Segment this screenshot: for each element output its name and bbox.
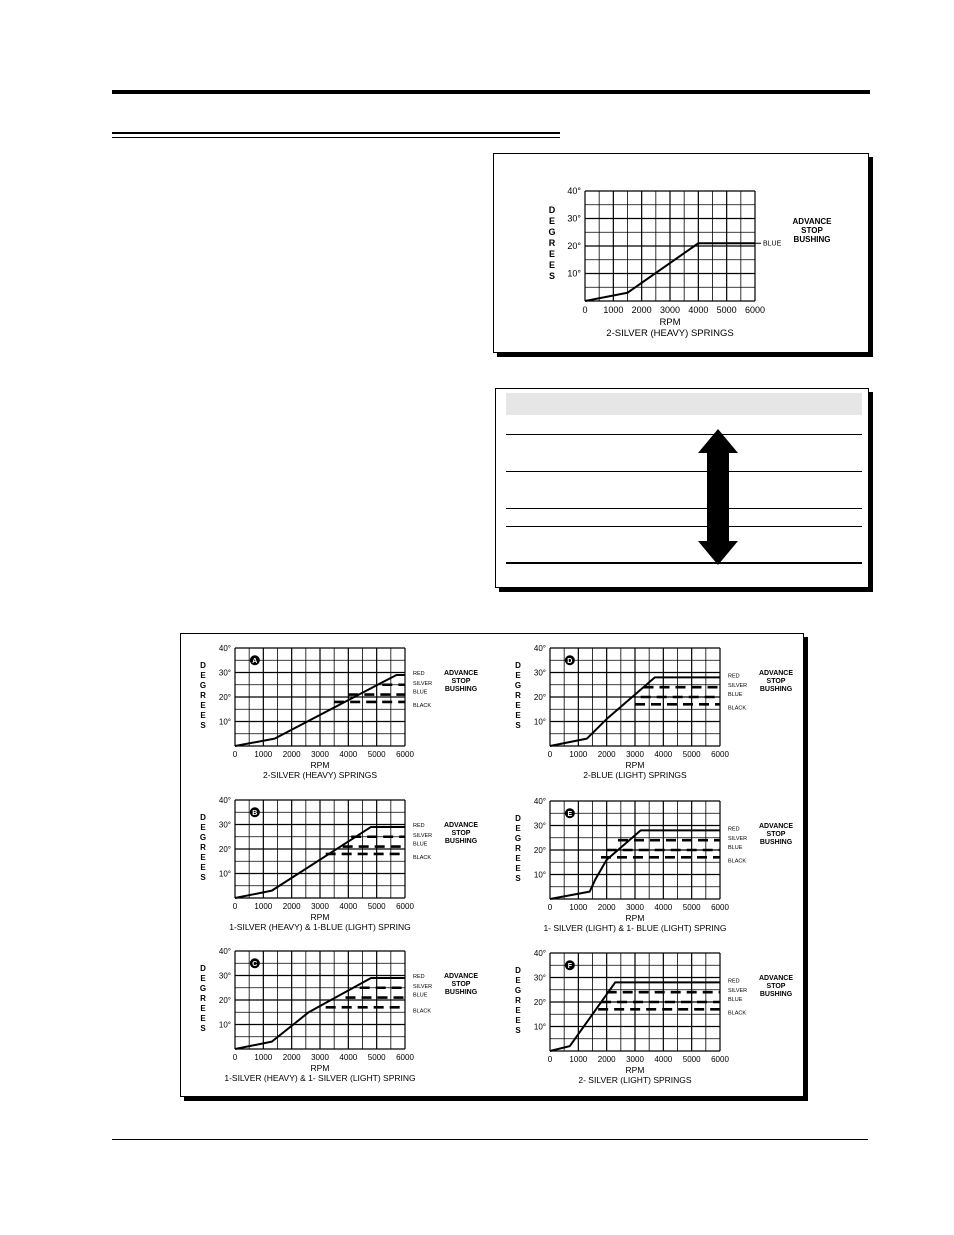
y-axis-letter: E bbox=[515, 976, 521, 985]
y-axis-letter: D bbox=[200, 964, 206, 973]
y-axis-letter: R bbox=[200, 691, 206, 700]
y-axis-letter: D bbox=[515, 966, 521, 975]
x-tick-label: 4000 bbox=[339, 750, 358, 759]
bushing-label-black: BLACK bbox=[728, 1010, 747, 1017]
y-axis-letter: E bbox=[548, 216, 556, 226]
y-axis-letter: R bbox=[200, 994, 206, 1003]
table-row-divider bbox=[506, 508, 862, 509]
x-tick-label: 0 bbox=[232, 1053, 238, 1062]
x-tick-label: 3000 bbox=[626, 750, 644, 759]
y-axis-letter: D bbox=[515, 814, 521, 823]
x-tick-label: 2000 bbox=[282, 750, 301, 759]
x-tick-label: 3000 bbox=[659, 305, 681, 315]
header-rule bbox=[112, 90, 870, 94]
bushing-label-black: BLACK bbox=[413, 854, 432, 861]
x-tick-label: 0 bbox=[547, 750, 553, 759]
x-tick-label: 2000 bbox=[597, 903, 616, 912]
x-tick-label: 5000 bbox=[682, 903, 701, 912]
y-tick-label: 10° bbox=[533, 717, 546, 727]
x-tick-label: 2000 bbox=[282, 902, 301, 911]
x-tick-label: 1000 bbox=[254, 902, 273, 911]
x-tick-label: 2000 bbox=[597, 1055, 616, 1064]
y-axis-letter: D bbox=[548, 205, 556, 215]
y-axis-letter: S bbox=[515, 874, 521, 883]
y-tick-label: 20° bbox=[533, 693, 546, 702]
legend-title-line: ADVANCE bbox=[758, 822, 794, 830]
legend-title-line: STOP bbox=[451, 980, 471, 988]
y-tick-label: 30° bbox=[533, 668, 546, 678]
bushing-label-red: RED bbox=[728, 826, 740, 833]
x-tick-label: 5000 bbox=[367, 750, 386, 759]
y-tick-label: 20° bbox=[218, 693, 231, 702]
x-tick-label: 1000 bbox=[254, 750, 273, 759]
x-tick-label: 6000 bbox=[396, 1053, 414, 1062]
main-advance-curve-chart bbox=[494, 154, 868, 352]
x-tick-label: 0 bbox=[547, 903, 553, 912]
x-tick-label: 5000 bbox=[367, 902, 386, 911]
legend-title-line: STOP bbox=[451, 677, 471, 685]
x-tick-label: 5000 bbox=[367, 1053, 386, 1062]
y-axis-letter: G bbox=[199, 681, 207, 690]
bushing-label-blue: BLUE bbox=[728, 692, 743, 698]
y-axis-letter: E bbox=[200, 711, 206, 720]
y-axis-letter: E bbox=[548, 249, 556, 259]
x-axis-label: RPM bbox=[625, 760, 645, 770]
y-axis-letter: E bbox=[515, 824, 521, 833]
y-axis-letter: R bbox=[515, 996, 521, 1005]
x-tick-label: 5000 bbox=[682, 1055, 701, 1064]
x-axis-label: RPM bbox=[625, 913, 645, 923]
panel-letter: C bbox=[252, 960, 258, 968]
x-tick-label: 0 bbox=[232, 750, 238, 759]
bushing-table-figure bbox=[495, 388, 869, 588]
panel-letter: D bbox=[567, 657, 573, 665]
series-label: BLUE bbox=[763, 240, 782, 248]
x-tick-label: 3000 bbox=[626, 903, 644, 912]
y-axis-letter: D bbox=[515, 661, 521, 670]
x-tick-label: 0 bbox=[547, 1055, 553, 1064]
advance-curves-grid bbox=[181, 634, 803, 1096]
legend-title-line: BUSHING bbox=[444, 685, 478, 693]
y-tick-label: 30° bbox=[218, 971, 231, 981]
bushing-label-blue: BLUE bbox=[413, 841, 428, 848]
x-axis-label: RPM bbox=[625, 1065, 645, 1075]
y-tick-label: 30° bbox=[218, 820, 231, 830]
table-bottom-divider bbox=[506, 562, 862, 564]
y-axis-letter: E bbox=[200, 863, 206, 872]
chart-caption: 1-SILVER (HEAVY) & 1- SILVER (LIGHT) SPRING bbox=[224, 1073, 416, 1083]
bushing-label-silver: SILVER bbox=[728, 988, 748, 995]
bushing-label-black: BLACK bbox=[413, 702, 432, 709]
x-tick-label: 6000 bbox=[396, 750, 414, 759]
y-tick-label: 10° bbox=[218, 1020, 231, 1030]
chart-caption: 2-BLUE (LIGHT) SPRINGS bbox=[583, 770, 687, 780]
table-row-divider bbox=[506, 434, 862, 435]
y-tick-label: 40° bbox=[218, 947, 231, 956]
chart-caption: 1-SILVER (HEAVY) & 1-BLUE (LIGHT) SPRING bbox=[229, 922, 411, 932]
bushing-label-black: BLACK bbox=[728, 858, 747, 865]
x-tick-label: 2000 bbox=[282, 1053, 301, 1062]
x-tick-label: 3000 bbox=[311, 902, 329, 911]
x-tick-label: 4000 bbox=[654, 903, 673, 912]
y-axis-letter: G bbox=[514, 681, 522, 690]
legend-title-line: ADVANCE bbox=[758, 669, 794, 677]
x-tick-label: 1000 bbox=[569, 750, 588, 759]
x-tick-label: 0 bbox=[232, 902, 238, 911]
y-axis-letter: E bbox=[200, 823, 206, 832]
bushing-label-blue: BLUE bbox=[413, 689, 428, 696]
y-axis-letter: R bbox=[515, 844, 521, 853]
y-tick-label: 40° bbox=[218, 796, 231, 805]
legend-title-line: BUSHING bbox=[444, 988, 478, 996]
y-tick-label: 40° bbox=[533, 797, 546, 806]
y-axis-letter: G bbox=[199, 984, 207, 993]
y-tick-label: 20° bbox=[567, 241, 581, 251]
x-tick-label: 3000 bbox=[311, 750, 329, 759]
x-tick-label: 6000 bbox=[711, 1055, 729, 1064]
bushing-label-silver: SILVER bbox=[413, 832, 433, 839]
legend-title-line: ADVANCE bbox=[792, 217, 832, 226]
y-axis-letter: S bbox=[515, 1026, 521, 1035]
y-axis-letter: S bbox=[548, 271, 556, 281]
y-tick-label: 10° bbox=[218, 869, 231, 879]
bushing-label-silver: SILVER bbox=[728, 836, 748, 843]
panel-letter: B bbox=[252, 809, 258, 817]
x-tick-label: 1000 bbox=[254, 1053, 273, 1062]
y-axis-letter: E bbox=[515, 701, 521, 710]
x-tick-label: 4000 bbox=[339, 902, 358, 911]
x-axis-label: RPM bbox=[310, 760, 330, 770]
section-rule-thin bbox=[112, 137, 560, 138]
bushing-label-red: RED bbox=[413, 973, 425, 980]
x-tick-label: 3000 bbox=[626, 1055, 644, 1064]
double-arrow-icon bbox=[696, 427, 740, 567]
legend-title-line: STOP bbox=[766, 830, 786, 838]
y-tick-label: 30° bbox=[567, 213, 581, 224]
x-tick-label: 6000 bbox=[744, 305, 766, 315]
advance-curves-grid-figure bbox=[180, 633, 804, 1097]
bushing-label-black: BLACK bbox=[413, 1008, 432, 1015]
y-axis-letter: R bbox=[200, 843, 206, 852]
x-axis-label: RPM bbox=[310, 912, 330, 922]
x-tick-label: 5000 bbox=[682, 750, 701, 759]
x-tick-label: 4000 bbox=[339, 1053, 358, 1062]
y-axis-letter: G bbox=[548, 227, 556, 237]
x-tick-label: 4000 bbox=[654, 1055, 673, 1064]
x-tick-label: 4000 bbox=[654, 750, 673, 759]
y-tick-label: 30° bbox=[533, 821, 546, 831]
legend-title-line: BUSHING bbox=[759, 990, 793, 998]
y-axis-letter: E bbox=[515, 1006, 521, 1015]
y-axis-letter: R bbox=[515, 691, 521, 700]
y-axis-letter: S bbox=[515, 721, 521, 730]
y-axis-letter: E bbox=[515, 671, 521, 680]
y-axis-letter: S bbox=[200, 873, 206, 882]
table-row-divider bbox=[506, 471, 862, 472]
x-tick-label: 1000 bbox=[569, 1055, 588, 1064]
y-tick-label: 40° bbox=[533, 949, 546, 958]
x-axis-label: RPM bbox=[310, 1063, 330, 1073]
y-tick-label: 40° bbox=[567, 186, 581, 196]
panel-letter: A bbox=[252, 657, 258, 665]
footer-rule bbox=[112, 1139, 868, 1140]
legend-title-line: ADVANCE bbox=[758, 974, 794, 982]
x-axis-label: RPM bbox=[659, 317, 681, 328]
bushing-label-silver: SILVER bbox=[413, 680, 433, 687]
y-axis-letter: E bbox=[200, 671, 206, 680]
x-tick-label: 6000 bbox=[396, 902, 414, 911]
x-tick-label: 5000 bbox=[716, 305, 737, 315]
panel-letter: F bbox=[567, 962, 572, 970]
legend-title-line: STOP bbox=[451, 829, 471, 837]
x-tick-label: 6000 bbox=[711, 903, 729, 912]
y-tick-label: 10° bbox=[533, 870, 546, 880]
bushing-label-red: RED bbox=[728, 673, 740, 680]
bushing-label-red: RED bbox=[728, 978, 740, 985]
main-advance-curve-figure bbox=[493, 153, 869, 353]
table-header bbox=[506, 393, 862, 415]
bushing-label-red: RED bbox=[413, 822, 425, 829]
y-axis-letter: S bbox=[200, 1024, 206, 1033]
bushing-label-blue: BLUE bbox=[728, 845, 743, 851]
y-tick-label: 10° bbox=[533, 1022, 546, 1032]
chart-caption: 2-SILVER (HEAVY) SPRINGS bbox=[263, 770, 377, 780]
chart-caption: 1- SILVER (LIGHT) & 1- BLUE (LIGHT) SPRING bbox=[543, 923, 727, 933]
x-tick-label: 0 bbox=[582, 305, 588, 315]
y-axis-letter: E bbox=[515, 1016, 521, 1025]
y-axis-letter: E bbox=[200, 1004, 206, 1013]
x-tick-label: 4000 bbox=[688, 305, 709, 315]
legend-title-line: ADVANCE bbox=[443, 821, 479, 829]
y-axis-letter: G bbox=[514, 986, 522, 995]
table-row-divider bbox=[506, 526, 862, 527]
legend-title-line: STOP bbox=[801, 226, 823, 235]
bushing-label-black: BLACK bbox=[728, 705, 747, 712]
y-axis-letter: G bbox=[199, 833, 207, 842]
y-axis-letter: S bbox=[200, 721, 206, 730]
y-tick-label: 20° bbox=[533, 846, 546, 855]
y-axis-letter: G bbox=[514, 834, 522, 843]
legend-title-line: BUSHING bbox=[759, 685, 793, 693]
chart-caption: 2- SILVER (LIGHT) SPRINGS bbox=[578, 1075, 692, 1085]
legend-title-line: STOP bbox=[766, 982, 786, 990]
y-tick-label: 10° bbox=[567, 268, 581, 279]
y-tick-label: 20° bbox=[218, 996, 231, 1005]
y-tick-label: 10° bbox=[218, 717, 231, 727]
section-rule bbox=[112, 132, 560, 134]
legend-title-line: ADVANCE bbox=[443, 972, 479, 980]
y-axis-letter: D bbox=[200, 813, 206, 822]
y-axis-letter: E bbox=[200, 701, 206, 710]
y-axis-letter: E bbox=[200, 1014, 206, 1023]
y-tick-label: 20° bbox=[533, 998, 546, 1007]
bushing-label-blue: BLUE bbox=[413, 992, 428, 999]
y-axis-letter: E bbox=[548, 260, 556, 270]
x-tick-label: 3000 bbox=[311, 1053, 329, 1062]
x-tick-label: 2000 bbox=[631, 305, 652, 315]
y-tick-label: 40° bbox=[533, 644, 546, 653]
y-axis-letter: E bbox=[515, 864, 521, 873]
panel-letter: E bbox=[567, 810, 573, 818]
legend-title-line: BUSHING bbox=[793, 235, 831, 244]
bushing-label-red: RED bbox=[413, 670, 425, 677]
bushing-label-silver: SILVER bbox=[728, 683, 748, 690]
y-axis-letter: E bbox=[515, 854, 521, 863]
y-axis-letter: E bbox=[200, 853, 206, 862]
legend-title-line: STOP bbox=[766, 677, 786, 685]
y-axis-letter: E bbox=[200, 974, 206, 983]
y-axis-letter: R bbox=[548, 238, 556, 248]
x-tick-label: 6000 bbox=[711, 750, 729, 759]
y-axis-letter: E bbox=[515, 711, 521, 720]
legend-title-line: ADVANCE bbox=[443, 669, 479, 677]
legend-title-line: BUSHING bbox=[444, 837, 478, 845]
y-tick-label: 40° bbox=[218, 644, 231, 653]
y-tick-label: 30° bbox=[218, 668, 231, 678]
chart-caption: 2-SILVER (HEAVY) SPRINGS bbox=[606, 328, 734, 339]
bushing-label-silver: SILVER bbox=[413, 983, 433, 990]
legend-title-line: BUSHING bbox=[759, 838, 793, 846]
y-axis-letter: D bbox=[200, 661, 206, 670]
y-tick-label: 30° bbox=[533, 973, 546, 983]
x-tick-label: 1000 bbox=[603, 305, 624, 315]
x-tick-label: 2000 bbox=[597, 750, 616, 759]
y-tick-label: 20° bbox=[218, 845, 231, 854]
bushing-label-blue: BLUE bbox=[728, 997, 743, 1003]
x-tick-label: 1000 bbox=[569, 903, 588, 912]
